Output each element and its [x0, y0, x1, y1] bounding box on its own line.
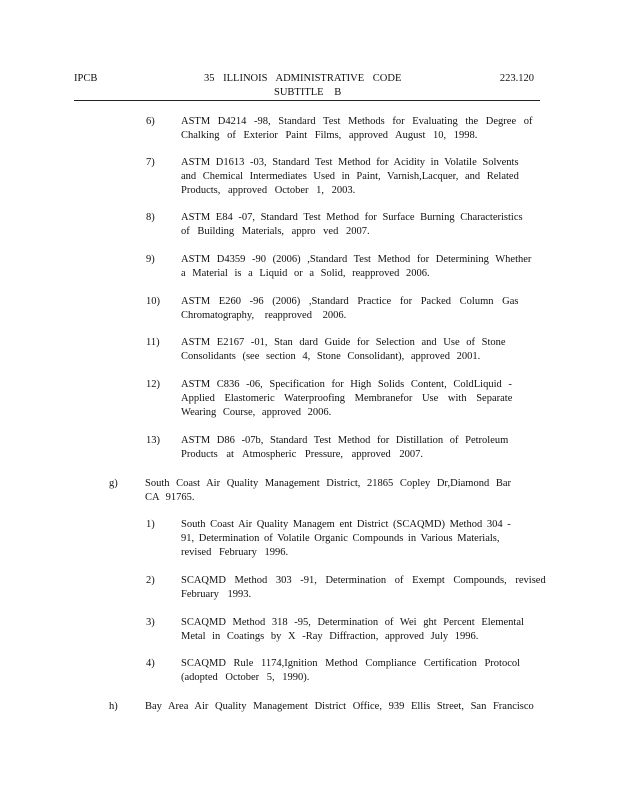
header-title: 35 ILLINOIS ADMINISTRATIVE CODE: [204, 73, 402, 84]
item-number: 12): [146, 379, 160, 390]
item-text-line: (adopted October 5, 1990).: [181, 672, 310, 683]
item-text-line: 91, Determination of Volatile Organic Compounds in Various Materials,: [181, 533, 500, 544]
item-number: 4): [146, 658, 155, 669]
item-text-line: Products, approved October 1, 2003.: [181, 185, 356, 196]
item-text-line: Products at Atmospheric Pressure, approved 2007.: [181, 449, 424, 460]
item-text-line: of Building Materials, appro ved 2007.: [181, 226, 370, 237]
item-text-line: ASTM D4359 -90 (2006) ,Standard Test Method for Determining Whether: [181, 254, 532, 265]
header-agency: IPCB: [74, 73, 98, 84]
page-header: [74, 72, 540, 101]
item-text-line: a Material is a Liquid or a Solid, reapproved 2006.: [181, 268, 430, 279]
item-text-line: revised February 1996.: [181, 547, 289, 558]
item-number: 1): [146, 519, 155, 530]
item-text-line: ASTM C836 -06, Specification for High Solids Content, ColdLiquid -: [181, 379, 512, 390]
item-letter: h): [109, 701, 118, 712]
item-text-line: Consolidants (see section 4, Stone Consolidant), approved 2001.: [181, 351, 481, 362]
item-text-line: ASTM D4214 -98, Standard Test Methods for Evaluating the Degree of: [181, 116, 533, 127]
item-number: 9): [146, 254, 155, 265]
item-number: 2): [146, 575, 155, 586]
item-text-line: ASTM E2167 -01, Stan dard Guide for Selection and Use of Stone: [181, 337, 506, 348]
item-number: 13): [146, 435, 160, 446]
item-letter: g): [109, 478, 118, 489]
item-text-line: and Chemical Intermediates Used in Paint, Varnish,Lacquer, and Related: [181, 171, 519, 182]
item-text-line: SCAQMD Method 318 -95, Determination of Wei ght Percent Elemental: [181, 617, 524, 628]
item-number: 8): [146, 212, 155, 223]
header-subtitle: SUBTITLE B: [274, 87, 342, 98]
item-text-line: Applied Elastomeric Waterproofing Membranefor Use with Separate: [181, 393, 513, 404]
item-text-line: ASTM D86 -07b, Standard Test Method for Distillation of Petroleum: [181, 435, 509, 446]
item-text-line: Wearing Course, approved 2006.: [181, 407, 332, 418]
item-text-line: Chalking of Exterior Paint Films, approved August 10, 1998.: [181, 130, 478, 141]
item-text-line: Chromatography, reapproved 2006.: [181, 310, 347, 321]
item-text-line: ASTM D1613 -03, Standard Test Method for Acidity in Volatile Solvents: [181, 157, 519, 168]
item-text-line: February 1993.: [181, 589, 252, 600]
item-number: 10): [146, 296, 160, 307]
item-number: 3): [146, 617, 155, 628]
item-number: 7): [146, 157, 155, 168]
item-text-line: ASTM E84 -07, Standard Test Method for Surface Burning Characteristics: [181, 212, 523, 223]
header-section-number: 223.120: [499, 73, 534, 84]
item-text-line: South Coast Air Quality Managem ent District (SCAQMD) Method 304 -: [181, 519, 511, 530]
item-text-line: Metal in Coatings by X -Ray Diffraction, approved July 1996.: [181, 631, 479, 642]
item-text-line: South Coast Air Quality Management District, 21865 Copley Dr,Diamond Bar: [145, 478, 511, 489]
item-text-line: SCAQMD Method 303 -91, Determination of Exempt Compounds, revised: [181, 575, 546, 586]
item-text-line: Bay Area Air Quality Management District Office, 939 Ellis Street, San Francisco: [145, 701, 534, 712]
item-text-line: SCAQMD Rule 1174,Ignition Method Compliance Certification Protocol: [181, 658, 521, 669]
item-text-line: CA 91765.: [145, 492, 195, 503]
item-number: 11): [146, 337, 160, 348]
item-number: 6): [146, 116, 155, 127]
item-text-line: ASTM E260 -96 (2006) ,Standard Practice for Packed Column Gas: [181, 296, 519, 307]
